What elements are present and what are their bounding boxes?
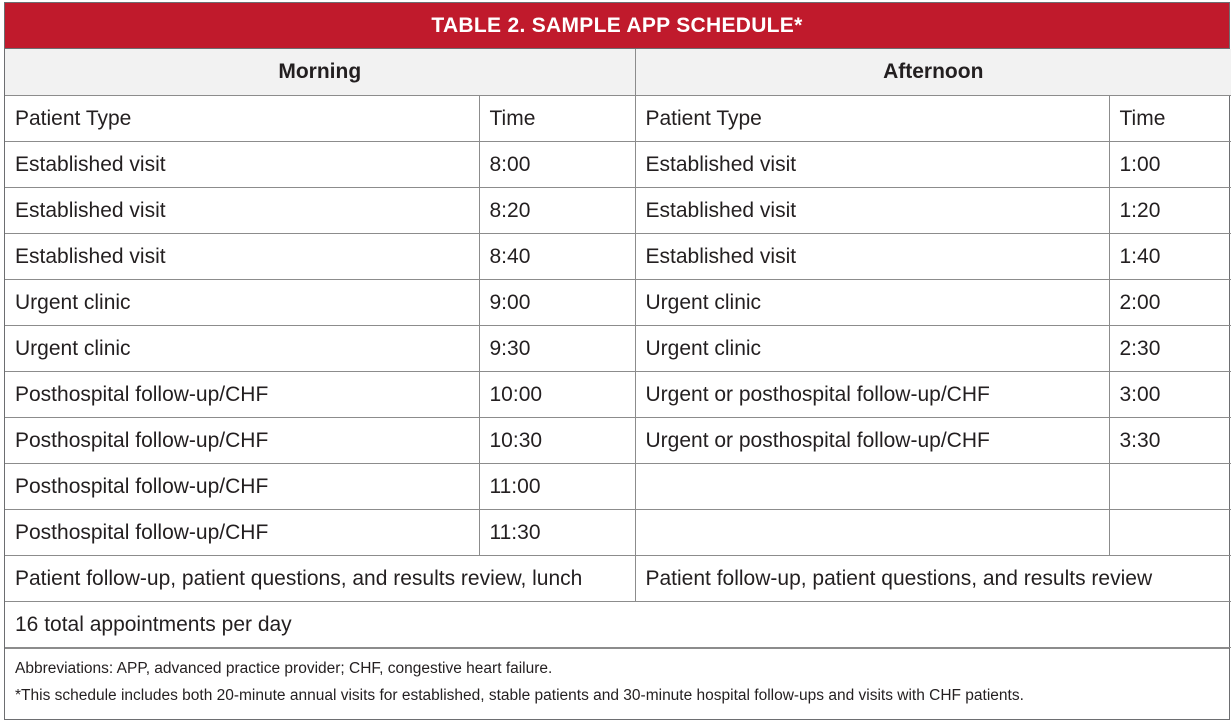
- schedule-table-container: [4, 2, 1230, 720]
- table-row: [5, 510, 1231, 556]
- pm-time: 1:40: [1109, 234, 1231, 280]
- pm-patient-type: Established visit: [635, 188, 1109, 234]
- am-patient-type: Posthospital follow-up/CHF: [5, 510, 479, 556]
- table-row: [5, 418, 1231, 464]
- section-header-row: [5, 49, 1231, 96]
- pm-time: 1:20: [1109, 188, 1231, 234]
- table-row: [5, 142, 1231, 188]
- table-title: TABLE 2. SAMPLE APP SCHEDULE*: [5, 3, 1229, 49]
- schedule-table: [5, 49, 1231, 648]
- am-patient-type: Established visit: [5, 188, 479, 234]
- morning-summary: Patient follow-up, patient questions, and results review, lunch: [5, 556, 635, 602]
- am-patient-type-header: Patient Type: [5, 96, 479, 142]
- total-row: [5, 602, 1231, 648]
- am-patient-type: Urgent clinic: [5, 326, 479, 372]
- am-time: 8:00: [479, 142, 635, 188]
- pm-time: [1109, 510, 1231, 556]
- table-row: [5, 188, 1231, 234]
- pm-patient-type: Established visit: [635, 234, 1109, 280]
- pm-time: 3:30: [1109, 418, 1231, 464]
- afternoon-summary: Patient follow-up, patient questions, and results review: [635, 556, 1231, 602]
- am-patient-type: Urgent clinic: [5, 280, 479, 326]
- am-patient-type: Posthospital follow-up/CHF: [5, 372, 479, 418]
- total-appointments: 16 total appointments per day: [5, 602, 1231, 648]
- summary-row: [5, 556, 1231, 602]
- pm-patient-type: Urgent or posthospital follow-up/CHF: [635, 418, 1109, 464]
- am-time-header: Time: [479, 96, 635, 142]
- am-time: 10:30: [479, 418, 635, 464]
- pm-patient-type: Established visit: [635, 142, 1109, 188]
- am-patient-type: Established visit: [5, 234, 479, 280]
- am-patient-type: Posthospital follow-up/CHF: [5, 418, 479, 464]
- pm-time: 3:00: [1109, 372, 1231, 418]
- am-time: 8:20: [479, 188, 635, 234]
- abbreviations-note: Abbreviations: APP, advanced practice provider; CHF, congestive heart failure.: [15, 660, 553, 677]
- am-time: 9:30: [479, 326, 635, 372]
- pm-time: 2:00: [1109, 280, 1231, 326]
- am-time: 11:00: [479, 464, 635, 510]
- afternoon-header: Afternoon: [635, 49, 1231, 96]
- pm-time: [1109, 464, 1231, 510]
- am-time: 9:00: [479, 280, 635, 326]
- schedule-footnote: *This schedule includes both 20-minute annual visits for established, stable patients and 30-minute hospital follow-ups and visits with CHF patients.: [15, 687, 1024, 704]
- pm-patient-type: Urgent clinic: [635, 280, 1109, 326]
- am-patient-type: Posthospital follow-up/CHF: [5, 464, 479, 510]
- morning-header: Morning: [5, 49, 635, 96]
- footnotes: [5, 648, 1229, 715]
- table-row: [5, 280, 1231, 326]
- table-row: [5, 326, 1231, 372]
- pm-patient-type: Urgent or posthospital follow-up/CHF: [635, 372, 1109, 418]
- table-row: [5, 372, 1231, 418]
- pm-patient-type: [635, 510, 1109, 556]
- pm-time: 1:00: [1109, 142, 1231, 188]
- am-time: 11:30: [479, 510, 635, 556]
- table-row: [5, 234, 1231, 280]
- pm-patient-type: Urgent clinic: [635, 326, 1109, 372]
- table-row: [5, 464, 1231, 510]
- pm-patient-type-header: Patient Type: [635, 96, 1109, 142]
- column-header-row: [5, 96, 1231, 142]
- am-time: 8:40: [479, 234, 635, 280]
- pm-time: 2:30: [1109, 326, 1231, 372]
- am-patient-type: Established visit: [5, 142, 479, 188]
- pm-patient-type: [635, 464, 1109, 510]
- am-time: 10:00: [479, 372, 635, 418]
- pm-time-header: Time: [1109, 96, 1231, 142]
